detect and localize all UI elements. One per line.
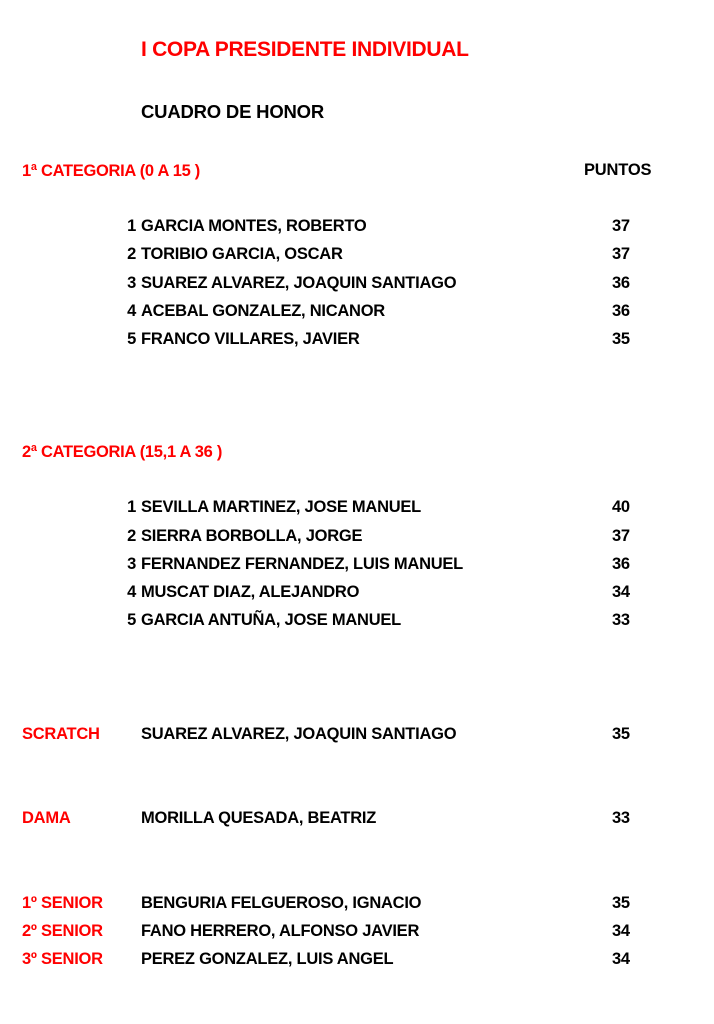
player-points: 33: [612, 611, 630, 629]
position-number: 1: [127, 217, 136, 235]
player-points: 34: [612, 583, 630, 601]
player-name: FERNANDEZ FERNANDEZ, LUIS MANUEL: [141, 555, 463, 573]
position-number: 4: [127, 302, 136, 320]
position-number: 5: [127, 330, 136, 348]
player-name: GARCIA MONTES, ROBERTO: [141, 217, 367, 235]
player-name: SEVILLA MARTINEZ, JOSE MANUEL: [141, 498, 421, 516]
player-points: 37: [612, 245, 630, 263]
position-number: 1: [127, 498, 136, 516]
table-row: [0, 274, 714, 296]
player-points: 36: [612, 274, 630, 292]
prize-label: 1º SENIOR: [22, 894, 103, 912]
player-name: MORILLA QUESADA, BEATRIZ: [141, 809, 377, 827]
position-number: 2: [127, 245, 136, 263]
player-name: FANO HERRERO, ALFONSO JAVIER: [141, 922, 420, 940]
player-name: GARCIA ANTUÑA, JOSE MANUEL: [141, 611, 401, 629]
prize-row-senior-3: [0, 950, 714, 972]
player-points: 34: [612, 922, 630, 940]
points-column-header: PUNTOS: [584, 161, 652, 179]
page-title: I COPA PRESIDENTE INDIVIDUAL: [141, 38, 469, 61]
prize-row-senior-1: [0, 894, 714, 916]
player-name: BENGURIA FELGUEROSO, IGNACIO: [141, 894, 422, 912]
table-row: [0, 302, 714, 324]
player-points: 40: [612, 498, 630, 516]
player-points: 36: [612, 555, 630, 573]
position-number: 4: [127, 583, 136, 601]
table-row: [0, 498, 714, 520]
player-name: ACEBAL GONZALEZ, NICANOR: [141, 302, 385, 320]
player-points: 37: [612, 217, 630, 235]
table-row: [0, 245, 714, 267]
category-1-heading: 1ª CATEGORIA (0 A 15 ): [22, 162, 200, 180]
prize-row-senior-2: [0, 922, 714, 944]
player-points: 35: [612, 725, 630, 743]
player-points: 33: [612, 809, 630, 827]
player-name: SUAREZ ALVAREZ, JOAQUIN SANTIAGO: [141, 725, 457, 743]
table-row: [0, 611, 714, 633]
position-number: 5: [127, 611, 136, 629]
prize-row-dama: [0, 809, 714, 831]
position-number: 3: [127, 274, 136, 292]
table-row: [0, 527, 714, 549]
player-points: 37: [612, 527, 630, 545]
table-row: [0, 555, 714, 577]
player-name: MUSCAT DIAZ, ALEJANDRO: [141, 583, 360, 601]
player-name: SIERRA BORBOLLA, JORGE: [141, 527, 363, 545]
player-name: SUAREZ ALVAREZ, JOAQUIN SANTIAGO: [141, 274, 457, 292]
prize-label: 3º SENIOR: [22, 950, 103, 968]
table-row: [0, 583, 714, 605]
player-points: 36: [612, 302, 630, 320]
player-points: 35: [612, 894, 630, 912]
table-row: [0, 330, 714, 352]
prize-label: DAMA: [22, 809, 71, 827]
position-number: 3: [127, 555, 136, 573]
category-2-heading: 2ª CATEGORIA (15,1 A 36 ): [22, 443, 223, 461]
player-name: TORIBIO GARCIA, OSCAR: [141, 245, 343, 263]
table-row: [0, 217, 714, 239]
position-number: 2: [127, 527, 136, 545]
player-points: 35: [612, 330, 630, 348]
player-points: 34: [612, 950, 630, 968]
prize-label: 2º SENIOR: [22, 922, 103, 940]
prize-label: SCRATCH: [22, 725, 100, 743]
prize-row-scratch: [0, 725, 714, 747]
player-name: PEREZ GONZALEZ, LUIS ANGEL: [141, 950, 394, 968]
player-name: FRANCO VILLARES, JAVIER: [141, 330, 360, 348]
page-subtitle: CUADRO DE HONOR: [141, 101, 325, 122]
